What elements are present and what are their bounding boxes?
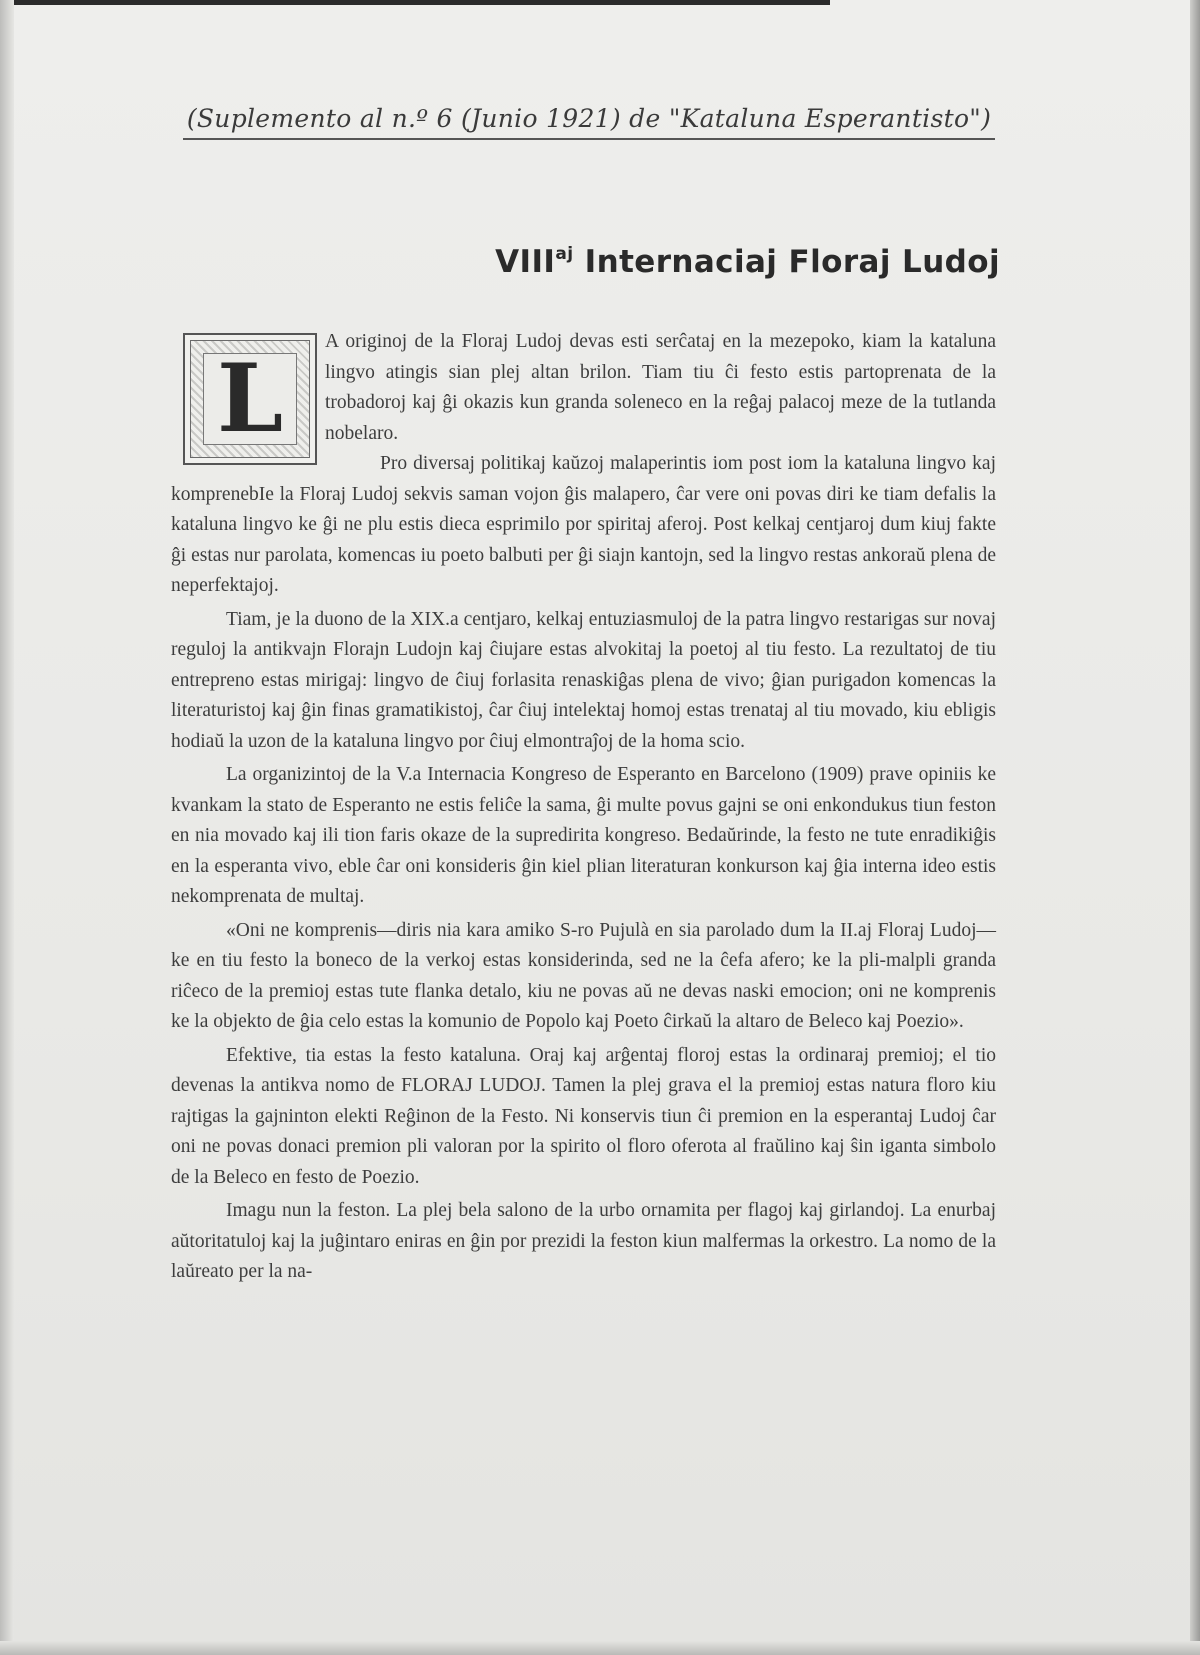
initial-letter: L bbox=[216, 344, 284, 454]
article-title bbox=[495, 244, 1000, 280]
page-right-edge bbox=[1190, 0, 1200, 1655]
title-rest: Internaciaj Floraj Ludoj bbox=[573, 244, 1000, 280]
paragraph-5: «Oni ne komprenis—diris nia kara amiko S-ro Pujulà en sia parolado dum la II.aj Floraj Ludoj—ke en tiu festo la boneco de la verkoj estas konsiderinda, sed ne la ĉefa afero; ke la pli-malpli granda riĉeco de la premioj estas tute flanka detalo, kiu ne povas aŭ ne devas naski emocion; oni ne komprenis ke la objekto de ĝia celo estas la komunio de Popolo kaj Poeto ĉirkaŭ la altaro de Beleco kaj Poezio». bbox=[171, 919, 996, 1032]
page-left-edge bbox=[0, 0, 14, 1655]
paragraph-6: Efektive, tia estas la festo kataluna. Oraj kaj arĝentaj floroj estas la ordinaraj premioj; el tio devenas la antikva nomo de FLORAJ LUDOJ. Tamen la plej grava el la premioj estas natura floro kiu rajtigas la gajninton elekti Reĝinon de la Festo. Ni konservis tiun ĉi premion en la esperantaj Ludoj ĉar oni ne povas donaci premion pli valoran por la spirito ol floro oferota al fraŭlino kaj ŝin iganta simbolo de la Beleco en festo de Poezio. bbox=[171, 1044, 996, 1188]
paragraph-3: Tiam, je la duono de la XIX.a centjaro, kelkaj entuziasmuloj de la patra lingvo restarigas sur novaj reguloj la antikvajn Florajn Ludojn kaj ĉiujare estas alvokitaj la poetoj al tiu festo. La rezultatoj de tiu entrepreno estas mirigaj: lingvo de ĉiuj forlasita renaskiĝas plena de vivo; ĝian purigadon komencas la literaturistoj kaj ĝin finas gramatikistoj, ĉar ĉiuj intelektaj homoj estas trenataj al tiu movado, kiu ebligis hodiaŭ la uzon de la kataluna lingvo por ĉiuj elmontraĵoj de la homa scio. bbox=[171, 608, 996, 752]
article-body bbox=[171, 327, 996, 1288]
paragraph-1: A originoj de la Floraj Ludoj devas esti serĉataj en la mezepoko, kiam la kataluna lingvo atingis sian plej altan brilon. Tiam tiu ĉi festo estis partoprenata de la trobadoroj kaj ĝi okazis kun granda soleneco en la reĝaj palacoj meze de la tutlanda nobelaro. bbox=[325, 331, 996, 444]
page-bottom-edge bbox=[0, 1641, 1200, 1655]
paragraph-2: Pro diversaj politikaj kaŭzoj malaperintis iom post iom la kataluna lingvo kaj komprenebIe la Floraj Ludoj sekvis saman vojon ĝis malapero, ĉar vere oni povas diri ke tiam defalis la kataluna lingvo ke ĝi ne plu estis diecа esprimilo por spiritaj aferoj. Post kelkaj centjaroj dum kiuj fakte ĝi estas nur parolata, komencas iu poeto balbuti per ĝi siajn kantojn, sed la lingvo restas ankoraŭ plena de neperfektajoj. bbox=[171, 453, 996, 596]
title-main: VIII bbox=[495, 244, 556, 280]
running-head: (Suplemento al n.º 6 (Junio 1921) de "Kataluna Esperantisto") bbox=[186, 104, 992, 133]
title-superscript: aj bbox=[555, 243, 574, 264]
initial-space bbox=[171, 327, 325, 477]
running-head-rule bbox=[183, 138, 995, 140]
paragraph-4: La organizintoj de la V.a Internacia Kongreso de Esperanto en Barcelono (1909) prave opiniis ke kvankam la stato de Esperanto ne estis feliĉe la sama, ĝi multe povus gajni se oni enkondukus tiun feston en nia movado kaj ili tion faris okaze de la supredirita kongreso. Bedaŭrinde, la festo ne tute enradikiĝis en la esperanta vivo, eble ĉar oni konsideris ĝin kiel plian literaturan konkurson kaj ĝia interna ideo estis nekomprenata de multaj. bbox=[171, 764, 996, 907]
page-top-edge bbox=[0, 0, 830, 5]
paragraph-7: Imagu nun la feston. La plej bela salono de la urbo ornamita per flagoj kaj girlandoj. La enurbaj aŭtoritatuloj kaj la juĝintaro eniras en ĝin por prezidi la feston kiun malfermas la orkestro. La nomo de la laŭreato per la na- bbox=[171, 1200, 996, 1282]
